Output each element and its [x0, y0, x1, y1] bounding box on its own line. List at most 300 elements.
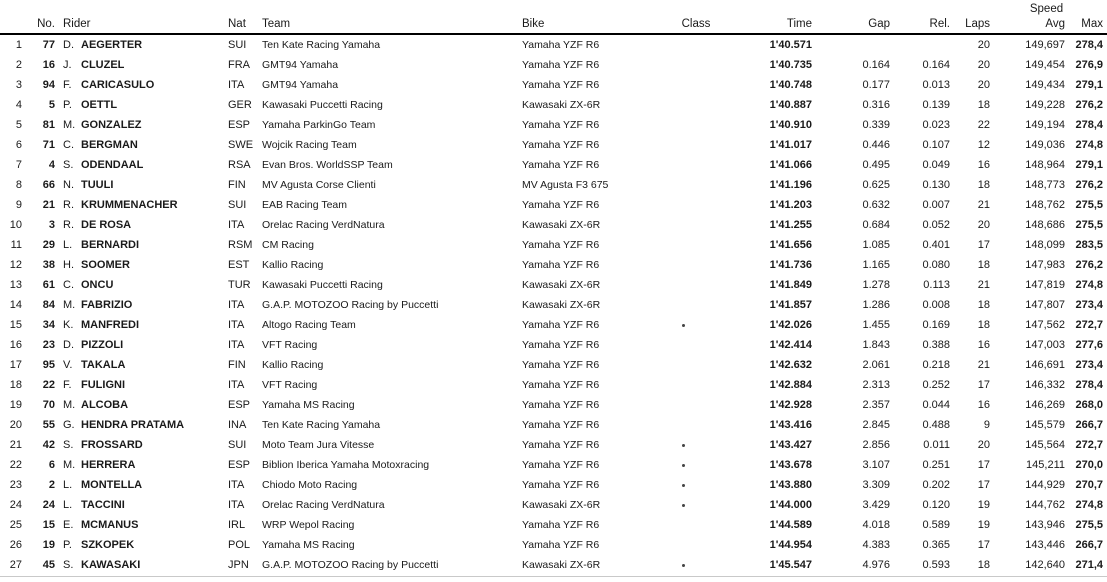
- class-cell: [680, 555, 712, 575]
- team-cell: Kallio Racing: [262, 359, 324, 371]
- rider-number-cell: 19: [42, 539, 55, 551]
- team-cell: Kallio Racing: [262, 259, 324, 271]
- rider-initial: M.: [63, 459, 76, 471]
- relative-gap-cell: 0.202: [922, 479, 950, 491]
- rider-number-cell: 4: [48, 159, 55, 171]
- nationality-cell: TUR: [228, 279, 251, 291]
- rider-initial: J.: [63, 59, 72, 71]
- rider-initial: S.: [63, 439, 74, 451]
- speed-avg-cell: 144,929: [1025, 479, 1065, 491]
- speed-max-cell: 275,5: [1075, 199, 1103, 211]
- result-row: [0, 375, 1107, 395]
- position-cell: 10: [9, 219, 22, 231]
- bike-cell: Yamaha YZF R6: [522, 39, 600, 51]
- gap-cell: 0.625: [862, 179, 890, 191]
- nationality-cell: ITA: [228, 219, 245, 231]
- rider-number-cell: 38: [42, 259, 55, 271]
- rider-name-cell: [57, 215, 228, 235]
- nationality-cell: ITA: [228, 499, 245, 511]
- rider-surname: TUULI: [81, 179, 114, 191]
- time-cell: 1'41.255: [769, 219, 812, 231]
- relative-gap-cell: 0.008: [922, 299, 950, 311]
- nationality-cell: RSA: [228, 159, 251, 171]
- rider-name-cell: [57, 175, 228, 195]
- rider-number-cell: 5: [48, 99, 55, 111]
- laps-cell: 12: [977, 139, 990, 151]
- relative-gap-cell: 0.011: [923, 439, 950, 451]
- speed-max-cell: 273,4: [1075, 359, 1103, 371]
- position-cell: 11: [10, 239, 22, 251]
- result-row: [0, 115, 1107, 135]
- time-cell: 1'40.735: [769, 59, 812, 71]
- bike-cell: Yamaha YZF R6: [522, 139, 600, 151]
- rider-number-cell: 3: [48, 219, 55, 231]
- result-row: [0, 435, 1107, 455]
- position-cell: 23: [9, 479, 22, 491]
- rider-initial: E.: [63, 519, 74, 531]
- rider-name-cell: [57, 315, 228, 335]
- rider-number-cell: 34: [42, 319, 55, 331]
- time-cell: 1'42.632: [769, 359, 812, 371]
- class-dot-icon: [682, 504, 685, 507]
- laps-cell: 9: [983, 419, 990, 431]
- laps-cell: 18: [977, 319, 990, 331]
- rider-surname: MANFREDI: [81, 319, 140, 331]
- result-row: [0, 355, 1107, 375]
- rider-initial: R.: [63, 219, 74, 231]
- laps-cell: 17: [977, 459, 990, 471]
- bike-cell: Yamaha YZF R6: [522, 259, 600, 271]
- rider-name-cell: [57, 95, 228, 115]
- position-cell: 27: [9, 559, 22, 571]
- speed-avg-cell: 145,579: [1025, 419, 1065, 431]
- position-cell: 8: [15, 179, 22, 191]
- rider-surname: GONZALEZ: [81, 119, 142, 131]
- header-speed-max: Max: [1081, 18, 1103, 30]
- bike-cell: Yamaha YZF R6: [522, 119, 600, 131]
- rider-initial: P.: [63, 99, 72, 111]
- speed-avg-cell: 149,434: [1025, 79, 1065, 91]
- gap-cell: 0.632: [862, 199, 890, 211]
- rider-name-cell: [57, 255, 228, 275]
- class-cell: [680, 475, 712, 495]
- gap-cell: 3.429: [862, 499, 890, 511]
- rider-surname: MCMANUS: [81, 519, 139, 531]
- speed-max-cell: 266,7: [1075, 419, 1103, 431]
- team-cell: Altogo Racing Team: [262, 319, 356, 331]
- laps-cell: 17: [977, 379, 990, 391]
- nationality-cell: FRA: [228, 59, 250, 71]
- nationality-cell: SUI: [228, 39, 247, 51]
- rider-initial: G.: [63, 419, 75, 431]
- rider-name-cell: [57, 275, 228, 295]
- nationality-cell: ESP: [228, 119, 251, 131]
- result-row: [0, 155, 1107, 175]
- speed-max-cell: 277,6: [1075, 339, 1103, 351]
- bike-cell: Yamaha YZF R6: [522, 479, 600, 491]
- speed-max-cell: 278,4: [1075, 119, 1103, 131]
- result-row: [0, 95, 1107, 115]
- team-cell: Kawasaki Puccetti Racing: [262, 99, 383, 111]
- speed-avg-cell: 148,773: [1025, 179, 1065, 191]
- rider-name-cell: [57, 135, 228, 155]
- result-row: [0, 335, 1107, 355]
- rider-number-cell: 21: [42, 199, 55, 211]
- result-row: [0, 315, 1107, 335]
- header-number: No.: [37, 18, 55, 30]
- speed-avg-cell: 149,697: [1025, 39, 1065, 51]
- bike-cell: Kawasaki ZX-6R: [522, 499, 601, 511]
- speed-avg-cell: 146,691: [1025, 359, 1065, 371]
- position-cell: 25: [9, 519, 22, 531]
- header-time: Time: [786, 18, 812, 30]
- results-rows: [0, 35, 1107, 575]
- nationality-cell: GER: [228, 99, 252, 111]
- speed-avg-cell: 147,807: [1025, 299, 1065, 311]
- team-cell: EAB Racing Team: [262, 199, 348, 211]
- relative-gap-cell: 0.139: [922, 99, 950, 111]
- gap-cell: 4.383: [862, 539, 890, 551]
- relative-gap-cell: 0.365: [922, 539, 950, 551]
- position-cell: 18: [9, 379, 22, 391]
- rider-number-cell: 81: [42, 119, 55, 131]
- rider-initial: N.: [63, 179, 74, 191]
- rider-initial: M.: [63, 119, 76, 131]
- team-cell: Moto Team Jura Vitesse: [262, 439, 375, 451]
- laps-cell: 19: [977, 519, 990, 531]
- result-row: [0, 175, 1107, 195]
- speed-max-cell: 268,0: [1075, 399, 1103, 411]
- speed-max-cell: 276,9: [1075, 59, 1103, 71]
- laps-cell: 18: [977, 559, 990, 571]
- header-bike: Bike: [522, 18, 545, 30]
- laps-cell: 20: [977, 439, 990, 451]
- speed-max-cell: 271,4: [1075, 559, 1103, 571]
- rider-initial: M.: [63, 399, 76, 411]
- team-cell: Orelac Racing VerdNatura: [262, 219, 385, 231]
- speed-max-cell: 266,7: [1075, 539, 1103, 551]
- position-cell: 19: [9, 399, 22, 411]
- relative-gap-cell: 0.589: [922, 519, 950, 531]
- rider-number-cell: 2: [48, 479, 55, 491]
- class-cell: [680, 495, 712, 515]
- speed-max-cell: 274,8: [1075, 279, 1103, 291]
- time-cell: 1'43.427: [769, 439, 812, 451]
- speed-avg-cell: 143,446: [1025, 539, 1065, 551]
- laps-cell: 17: [977, 479, 990, 491]
- speed-avg-cell: 149,228: [1025, 99, 1065, 111]
- rider-name-cell: [57, 115, 228, 135]
- time-cell: 1'41.656: [769, 239, 812, 251]
- gap-cell: 0.339: [862, 119, 890, 131]
- speed-avg-cell: 148,099: [1025, 239, 1065, 251]
- position-cell: 5: [15, 119, 22, 131]
- header-rider: Rider: [63, 18, 91, 30]
- rider-surname: HERRERA: [81, 459, 136, 471]
- time-cell: 1'43.880: [769, 479, 812, 491]
- time-cell: 1'43.416: [769, 419, 812, 431]
- result-row: [0, 35, 1107, 55]
- rider-initial: F.: [63, 79, 72, 91]
- time-cell: 1'40.910: [769, 119, 812, 131]
- rider-number-cell: 94: [42, 79, 55, 91]
- rider-initial: M.: [63, 299, 76, 311]
- speed-max-cell: 275,5: [1075, 219, 1103, 231]
- rider-surname: DE ROSA: [81, 219, 132, 231]
- rider-name-cell: [57, 535, 228, 555]
- rider-number-cell: 6: [48, 459, 55, 471]
- rider-surname: FABRIZIO: [81, 299, 133, 311]
- relative-gap-cell: 0.013: [922, 79, 950, 91]
- relative-gap-cell: 0.007: [922, 199, 950, 211]
- laps-cell: 16: [977, 159, 990, 171]
- rider-name-cell: [57, 75, 228, 95]
- bike-cell: Kawasaki ZX-6R: [522, 219, 601, 231]
- rider-number-cell: 29: [42, 239, 55, 251]
- speed-avg-cell: 148,762: [1025, 199, 1065, 211]
- rider-surname: KRUMMENACHER: [81, 199, 178, 211]
- rider-number-cell: 15: [42, 519, 55, 531]
- gap-cell: 3.107: [862, 459, 890, 471]
- result-row: [0, 275, 1107, 295]
- position-cell: 22: [9, 459, 22, 471]
- laps-cell: 16: [977, 399, 990, 411]
- bike-cell: Kawasaki ZX-6R: [522, 99, 601, 111]
- position-cell: 15: [9, 319, 22, 331]
- gap-cell: 2.061: [862, 359, 890, 371]
- nationality-cell: ITA: [228, 319, 245, 331]
- time-cell: 1'40.887: [769, 99, 812, 111]
- header-class: Class: [681, 18, 711, 30]
- position-cell: 24: [9, 499, 22, 511]
- speed-avg-cell: 148,964: [1025, 159, 1065, 171]
- result-row: [0, 135, 1107, 155]
- position-cell: 3: [15, 79, 22, 91]
- speed-avg-cell: 146,269: [1025, 399, 1065, 411]
- rider-initial: H.: [63, 259, 74, 271]
- rider-initial: F.: [63, 379, 72, 391]
- rider-name-cell: [57, 155, 228, 175]
- nationality-cell: SWE: [228, 139, 254, 151]
- team-cell: Orelac Racing VerdNatura: [262, 499, 385, 511]
- speed-max-cell: 270,0: [1075, 459, 1103, 471]
- rider-name-cell: [57, 235, 228, 255]
- result-row: [0, 235, 1107, 255]
- speed-max-cell: 275,5: [1075, 519, 1103, 531]
- position-cell: 4: [15, 99, 22, 111]
- rider-surname: SZKOPEK: [81, 539, 135, 551]
- speed-avg-cell: 149,036: [1025, 139, 1065, 151]
- time-cell: 1'43.678: [769, 459, 812, 471]
- relative-gap-cell: 0.251: [922, 459, 950, 471]
- rider-number-cell: 16: [42, 59, 55, 71]
- class-dot-icon: [682, 324, 685, 327]
- time-cell: 1'42.884: [769, 379, 812, 391]
- rider-surname: ODENDAAL: [81, 159, 144, 171]
- team-cell: Yamaha ParkinGo Team: [262, 119, 376, 131]
- rider-surname: BERGMAN: [81, 139, 138, 151]
- speed-max-cell: 272,7: [1075, 439, 1103, 451]
- position-cell: 26: [9, 539, 22, 551]
- laps-cell: 20: [977, 39, 990, 51]
- bike-cell: Kawasaki ZX-6R: [522, 559, 601, 571]
- position-cell: 1: [15, 39, 22, 51]
- relative-gap-cell: 0.130: [922, 179, 950, 191]
- rider-surname: SOOMER: [81, 259, 130, 271]
- header-gap: Gap: [868, 18, 890, 30]
- speed-max-cell: 270,7: [1075, 479, 1103, 491]
- rider-number-cell: 66: [42, 179, 55, 191]
- team-cell: Evan Bros. WorldSSP Team: [262, 159, 393, 171]
- column-header-row: [0, 16, 1107, 33]
- time-cell: 1'42.026: [769, 319, 812, 331]
- gap-cell: 2.845: [862, 419, 890, 431]
- gap-cell: 0.316: [862, 99, 890, 111]
- class-dot-icon: [682, 464, 685, 467]
- relative-gap-cell: 0.120: [922, 499, 950, 511]
- relative-gap-cell: 0.107: [922, 139, 950, 151]
- laps-cell: 18: [977, 259, 990, 271]
- bike-cell: Yamaha YZF R6: [522, 199, 600, 211]
- relative-gap-cell: 0.113: [923, 279, 950, 291]
- gap-cell: 4.018: [862, 519, 890, 531]
- bike-cell: Yamaha YZF R6: [522, 159, 600, 171]
- relative-gap-cell: 0.488: [922, 419, 950, 431]
- speed-avg-cell: 146,332: [1025, 379, 1065, 391]
- rider-surname: AEGERTER: [81, 39, 143, 51]
- rider-initial: S.: [63, 159, 74, 171]
- rider-surname: CLUZEL: [81, 59, 125, 71]
- rider-name-cell: [57, 455, 228, 475]
- header-nationality: Nat: [228, 18, 246, 30]
- rider-number-cell: 84: [42, 299, 55, 311]
- nationality-cell: ITA: [228, 299, 245, 311]
- laps-cell: 18: [977, 99, 990, 111]
- bike-cell: Yamaha YZF R6: [522, 59, 600, 71]
- gap-cell: 1.085: [862, 239, 890, 251]
- speed-max-cell: 276,2: [1075, 179, 1103, 191]
- gap-cell: 0.164: [862, 59, 890, 71]
- relative-gap-cell: 0.401: [922, 239, 950, 251]
- speed-group-header-row: [0, 2, 1107, 16]
- time-cell: 1'40.571: [769, 39, 812, 51]
- nationality-cell: ITA: [228, 79, 245, 91]
- speed-avg-cell: 149,194: [1025, 119, 1065, 131]
- speed-max-cell: 273,4: [1075, 299, 1103, 311]
- class-cell: [680, 315, 712, 335]
- rider-surname: CARICASULO: [81, 79, 155, 91]
- bike-cell: Kawasaki ZX-6R: [522, 279, 601, 291]
- rider-name-cell: [57, 375, 228, 395]
- speed-max-cell: 278,4: [1075, 379, 1103, 391]
- relative-gap-cell: 0.023: [922, 119, 950, 131]
- speed-avg-cell: 147,819: [1025, 279, 1065, 291]
- nationality-cell: FIN: [228, 179, 246, 191]
- nationality-cell: ITA: [228, 339, 245, 351]
- speed-max-cell: 272,7: [1075, 319, 1103, 331]
- nationality-cell: SUI: [228, 199, 247, 211]
- bike-cell: Yamaha YZF R6: [522, 239, 600, 251]
- rider-name-cell: [57, 495, 228, 515]
- gap-cell: 2.856: [862, 439, 890, 451]
- team-cell: GMT94 Yamaha: [262, 79, 339, 91]
- time-cell: 1'41.017: [769, 139, 812, 151]
- position-cell: 16: [9, 339, 22, 351]
- result-row: [0, 415, 1107, 435]
- rider-initial: C.: [63, 279, 74, 291]
- position-cell: 9: [15, 199, 22, 211]
- laps-cell: 21: [977, 199, 990, 211]
- rider-name-cell: [57, 395, 228, 415]
- speed-avg-cell: 142,640: [1025, 559, 1065, 571]
- rider-surname: FROSSARD: [81, 439, 143, 451]
- position-cell: 6: [15, 139, 22, 151]
- rider-initial: V.: [63, 359, 73, 371]
- team-cell: VFT Racing: [262, 379, 318, 391]
- class-cell: [680, 455, 712, 475]
- table-header: [0, 0, 1107, 35]
- speed-avg-cell: 147,003: [1025, 339, 1065, 351]
- header-relative-gap: Rel.: [929, 18, 950, 30]
- time-cell: 1'44.000: [769, 499, 812, 511]
- speed-avg-cell: 145,211: [1026, 459, 1065, 471]
- rider-number-cell: 45: [42, 559, 55, 571]
- bike-cell: Yamaha YZF R6: [522, 539, 600, 551]
- position-cell: 13: [9, 279, 22, 291]
- bike-cell: Yamaha YZF R6: [522, 399, 600, 411]
- time-cell: 1'44.589: [769, 519, 812, 531]
- team-cell: GMT94 Yamaha: [262, 59, 339, 71]
- gap-cell: 1.455: [862, 319, 890, 331]
- rider-number-cell: 55: [42, 419, 55, 431]
- class-dot-icon: [682, 564, 685, 567]
- speed-max-cell: 274,8: [1075, 499, 1103, 511]
- nationality-cell: ITA: [228, 479, 245, 491]
- position-cell: 21: [9, 439, 22, 451]
- rider-number-cell: 61: [42, 279, 55, 291]
- rider-number-cell: 24: [42, 499, 55, 511]
- rider-name-cell: [57, 475, 228, 495]
- position-cell: 12: [9, 259, 22, 271]
- position-cell: 14: [9, 299, 22, 311]
- speed-max-cell: 274,8: [1075, 139, 1103, 151]
- header-speed-avg: Avg: [1045, 18, 1065, 30]
- speed-avg-cell: 148,686: [1025, 219, 1065, 231]
- rider-initial: S.: [63, 559, 74, 571]
- nationality-cell: SUI: [228, 439, 247, 451]
- team-cell: VFT Racing: [262, 339, 318, 351]
- rider-surname: ONCU: [81, 279, 114, 291]
- speed-max-cell: 279,1: [1075, 79, 1103, 91]
- rider-surname: KAWASAKI: [81, 559, 141, 571]
- position-cell: 2: [15, 59, 22, 71]
- rider-name-cell: [57, 555, 228, 575]
- gap-cell: 1.278: [862, 279, 890, 291]
- gap-cell: 0.684: [862, 219, 890, 231]
- gap-cell: 3.309: [862, 479, 890, 491]
- team-cell: Kawasaki Puccetti Racing: [262, 279, 383, 291]
- laps-cell: 18: [977, 299, 990, 311]
- gap-cell: 1.286: [862, 299, 890, 311]
- team-cell: Yamaha MS Racing: [262, 539, 355, 551]
- class-dot-icon: [682, 484, 685, 487]
- laps-cell: 17: [977, 539, 990, 551]
- result-row: [0, 495, 1107, 515]
- rider-surname: TAKALA: [81, 359, 126, 371]
- team-cell: G.A.P. MOTOZOO Racing by Puccetti: [262, 299, 439, 311]
- rider-name-cell: [57, 295, 228, 315]
- rider-name-cell: [57, 195, 228, 215]
